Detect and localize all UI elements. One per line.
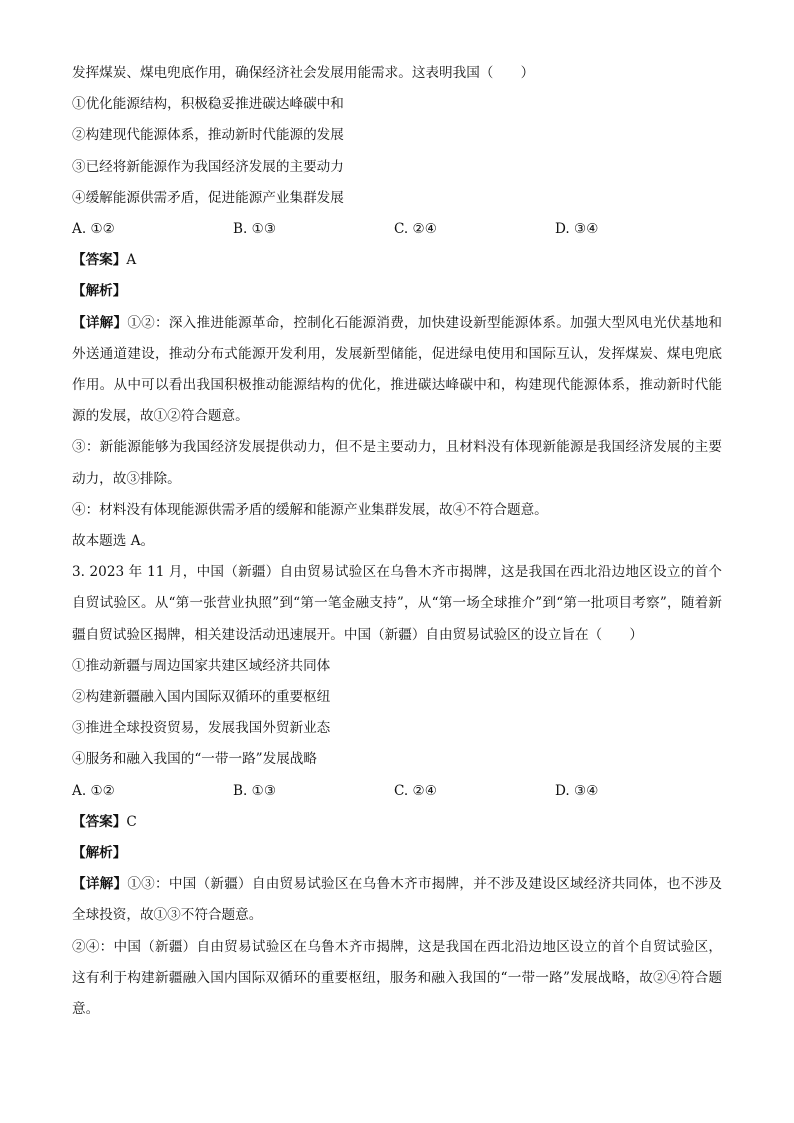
q2-answer-tag: 【答案】 bbox=[72, 252, 127, 269]
q2-option-d: D. ③④ bbox=[555, 221, 599, 238]
q3-answer-tag: 【答案】 bbox=[72, 813, 127, 830]
q2-option-c: C. ②④ bbox=[394, 221, 437, 238]
q3-analysis-tag: 【解析】 bbox=[72, 845, 127, 862]
q2-item-4: ④缓解能源供需矛盾，促进能源产业集群发展 bbox=[72, 189, 344, 206]
document-page bbox=[72, 58, 722, 1025]
q3-answer bbox=[72, 807, 722, 838]
q3-item-2: ②构建新疆融入国内国际双循环的重要枢纽 bbox=[72, 689, 331, 706]
q3-item-1: ①推动新疆与周边国家共建区域经济共同体 bbox=[72, 657, 331, 674]
q3-detail-tag: 【详解】 bbox=[72, 876, 128, 893]
q3-option-b: B. ①③ bbox=[233, 782, 277, 799]
q3-detail-2: ②④：中国（新疆）自由贸易试验区在乌鲁木齐市揭牌，这是我国在西北沿边地区设立的首个自贸试验区，这有利于构建新疆融入国内国际双循环的重要枢纽，服务和融入我国的“一带一路”发展战略，故②④符合题意。 bbox=[72, 938, 722, 1018]
q2-answer bbox=[72, 245, 722, 276]
q2-options bbox=[72, 214, 722, 245]
q3-option-d: D. ③④ bbox=[555, 782, 599, 799]
q3-option-a: A. ①② bbox=[72, 782, 115, 799]
q3-options bbox=[72, 776, 722, 807]
q3-detail-1 bbox=[72, 869, 722, 931]
q2-option-a: A. ①② bbox=[72, 221, 115, 238]
q3-stem: 3. 2023 年 11 月，中国（新疆）自由贸易试验区在乌鲁木齐市揭牌，这是我国在西北沿边地区设立的首个自贸试验区。从“第一张营业执照”到“第一笔金融支持”，从“第一场全球推介”到“第一批项目考察”，随着新疆自贸试验区揭牌，相关建设活动迅速展开。中国（新疆）自由贸易试验区的设立旨在（ ） bbox=[72, 564, 722, 643]
q3-item-4: ④服务和融入我国的“一带一路”发展战略 bbox=[72, 751, 317, 768]
q2-detail-3: ④：材料没有体现能源供需矛盾的缓解和能源产业集群发展，故④不符合题意。 bbox=[72, 501, 548, 518]
q2-detail-tag: 【详解】 bbox=[72, 314, 128, 331]
q2-option-b: B. ①③ bbox=[233, 221, 277, 238]
q3-answer-value: C bbox=[126, 813, 137, 830]
q2-conclusion: 故本题选 A。 bbox=[72, 533, 155, 550]
q2-item-1: ①优化能源结构，积极稳妥推进碳达峰碳中和 bbox=[72, 96, 344, 113]
q2-detail-1 bbox=[72, 308, 722, 433]
q3-item-3: ③推进全球投资贸易，发展我国外贸新业态 bbox=[72, 720, 331, 737]
q2-detail-1-text: ①②：深入推进能源革命，控制化石能源消费，加快建设新型能源体系。加强大型风电光伏基地和外送通道建设，推动分布式能源开发利用，发展新型储能，促进绿电使用和国际互认，发挥煤炭、煤电兜底作用。从中可以看出我国积极推动能源结构的优化，推进碳达峰碳中和，构建现代能源体系，推动新时代能源的发展，故①②符合题意。 bbox=[72, 314, 723, 425]
q2-item-2: ②构建现代能源体系，推动新时代能源的发展 bbox=[72, 127, 344, 144]
q2-answer-value: A bbox=[126, 252, 137, 269]
q2-item-3: ③已经将新能源作为我国经济发展的主要动力 bbox=[72, 158, 344, 175]
q3-detail-1-text: ①③：中国（新疆）自由贸易试验区在乌鲁木齐市揭牌，并不涉及建设区域经济共同体，也不涉及全球投资，故①③不符合题意。 bbox=[72, 876, 723, 924]
q2-analysis-tag: 【解析】 bbox=[72, 283, 127, 300]
q3-option-c: C. ②④ bbox=[394, 782, 437, 799]
q2-stem-end: 发挥煤炭、煤电兜底作用，确保经济社会发展用能需求。这表明我国（ ） bbox=[72, 65, 535, 81]
q2-detail-2: ③：新能源能够为我国经济发展提供动力，但不是主要动力，且材料没有体现新能源是我国经济发展的主要动力，故③排除。 bbox=[72, 439, 722, 487]
